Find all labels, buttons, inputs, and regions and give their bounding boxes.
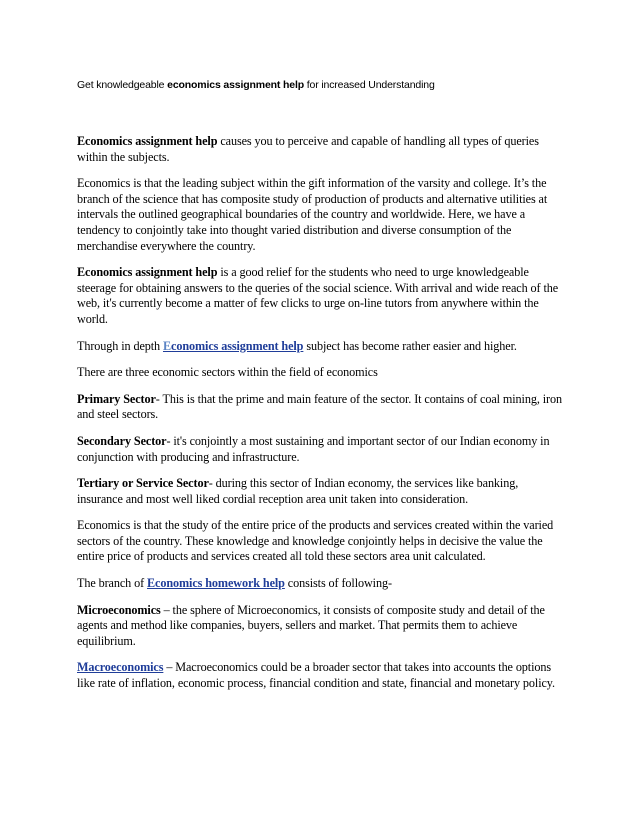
paragraph-sectors-intro	[77, 365, 565, 381]
secondary-sector-heading: Secondary Sector	[77, 433, 167, 448]
paragraph-branch	[77, 576, 565, 592]
intro-text: causes you to perceive and capable of handling all types of queries within the subjects.	[77, 134, 539, 164]
total-price-text: Economics is that the study of the entire price of the products and services created within the varied sectors of the country. These knowledge and knowledge conjointly helps in decisive the value the entire price of products and services created all told these sectors area unit calculated.	[77, 518, 554, 564]
paragraph-tertiary-sector	[77, 476, 565, 507]
paragraph-macroeconomics	[77, 660, 565, 691]
paragraph-relief	[77, 265, 565, 327]
economics-assignment-help-link[interactable]	[163, 339, 303, 353]
document-title	[77, 79, 577, 92]
paragraph-intro	[77, 134, 565, 165]
relief-keyword: Economics assignment help	[77, 265, 218, 280]
sectors-intro-text: There are three economic sectors within the field of economics	[77, 365, 378, 380]
tertiary-sector-heading: Tertiary or Service Sector	[77, 476, 209, 491]
branch-prefix: The branch of	[77, 576, 147, 591]
document-body	[77, 134, 565, 703]
relief-text: is a good relief for the students who need to urge knowledgeable steerage for obtaining answers to the queries of the social science. With arrival and wide reach of the web, it's currently become a matter of few clicks to urge on-line tutors from anywhere within the world.	[77, 265, 559, 326]
title-keyword: economics assignment help	[167, 79, 304, 91]
link-rest: conomics assignment help	[171, 338, 304, 353]
macro-link-text: Macroeconomics	[77, 660, 164, 675]
paragraph-definition	[77, 176, 565, 254]
paragraph-in-depth	[77, 339, 565, 355]
microeconomics-text: – the sphere of Microeconomics, it consists of composite study and detail of the agents and method like companies, buyers, sellers and market. That permits them to achieve equilibrium.	[77, 602, 545, 648]
economics-homework-help-link[interactable]: Economics homework help	[147, 576, 285, 591]
secondary-sector-text: - it's conjointly a most sustaining and important sector of our Indian economy in conjunction with producing and infrastructure.	[77, 433, 550, 464]
intro-keyword: Economics assignment help	[77, 134, 218, 148]
in-depth-suffix: subject has become rather easier and higher.	[303, 338, 517, 353]
macroeconomics-text: – Macroeconomics could be a broader sector that takes into accounts the options like rate of inflation, economic process, financial condition and state, financial and monetary policy.	[77, 660, 555, 691]
branch-suffix: consists of following-	[284, 576, 392, 591]
paragraph-secondary-sector	[77, 434, 565, 465]
microeconomics-heading: Microeconomics	[77, 602, 161, 617]
macroeconomics-link[interactable]	[77, 660, 163, 674]
title-prefix: Get knowledgeable	[77, 79, 168, 91]
paragraph-primary-sector	[77, 392, 565, 423]
paragraph-microeconomics	[77, 603, 565, 650]
link-first-letter: E	[162, 338, 172, 353]
in-depth-prefix: Through in depth	[77, 338, 163, 353]
primary-sector-text: - This is that the prime and main feature of the sector. It contains of coal mining, iron and steel sectors.	[77, 391, 562, 422]
tertiary-sector-text: - during this sector of Indian economy, the services like banking, insurance and most well liked cordial reception area unit taken into consideration.	[77, 476, 519, 506]
title-suffix: for increased Understanding	[304, 79, 435, 91]
definition-text: Economics is that the leading subject within the gift information of the varsity and college. It’s the branch of the science that has composite study of production of products and alternative utilities at intervals the outlined geographical boundaries of the country and worldwide. Here, we have a tendency to conjointly take into thought varied distribution and diverse consumption of the merchandise everywhere the country.	[77, 176, 548, 253]
paragraph-total-price	[77, 518, 565, 565]
primary-sector-heading: Primary Sector	[77, 391, 156, 406]
